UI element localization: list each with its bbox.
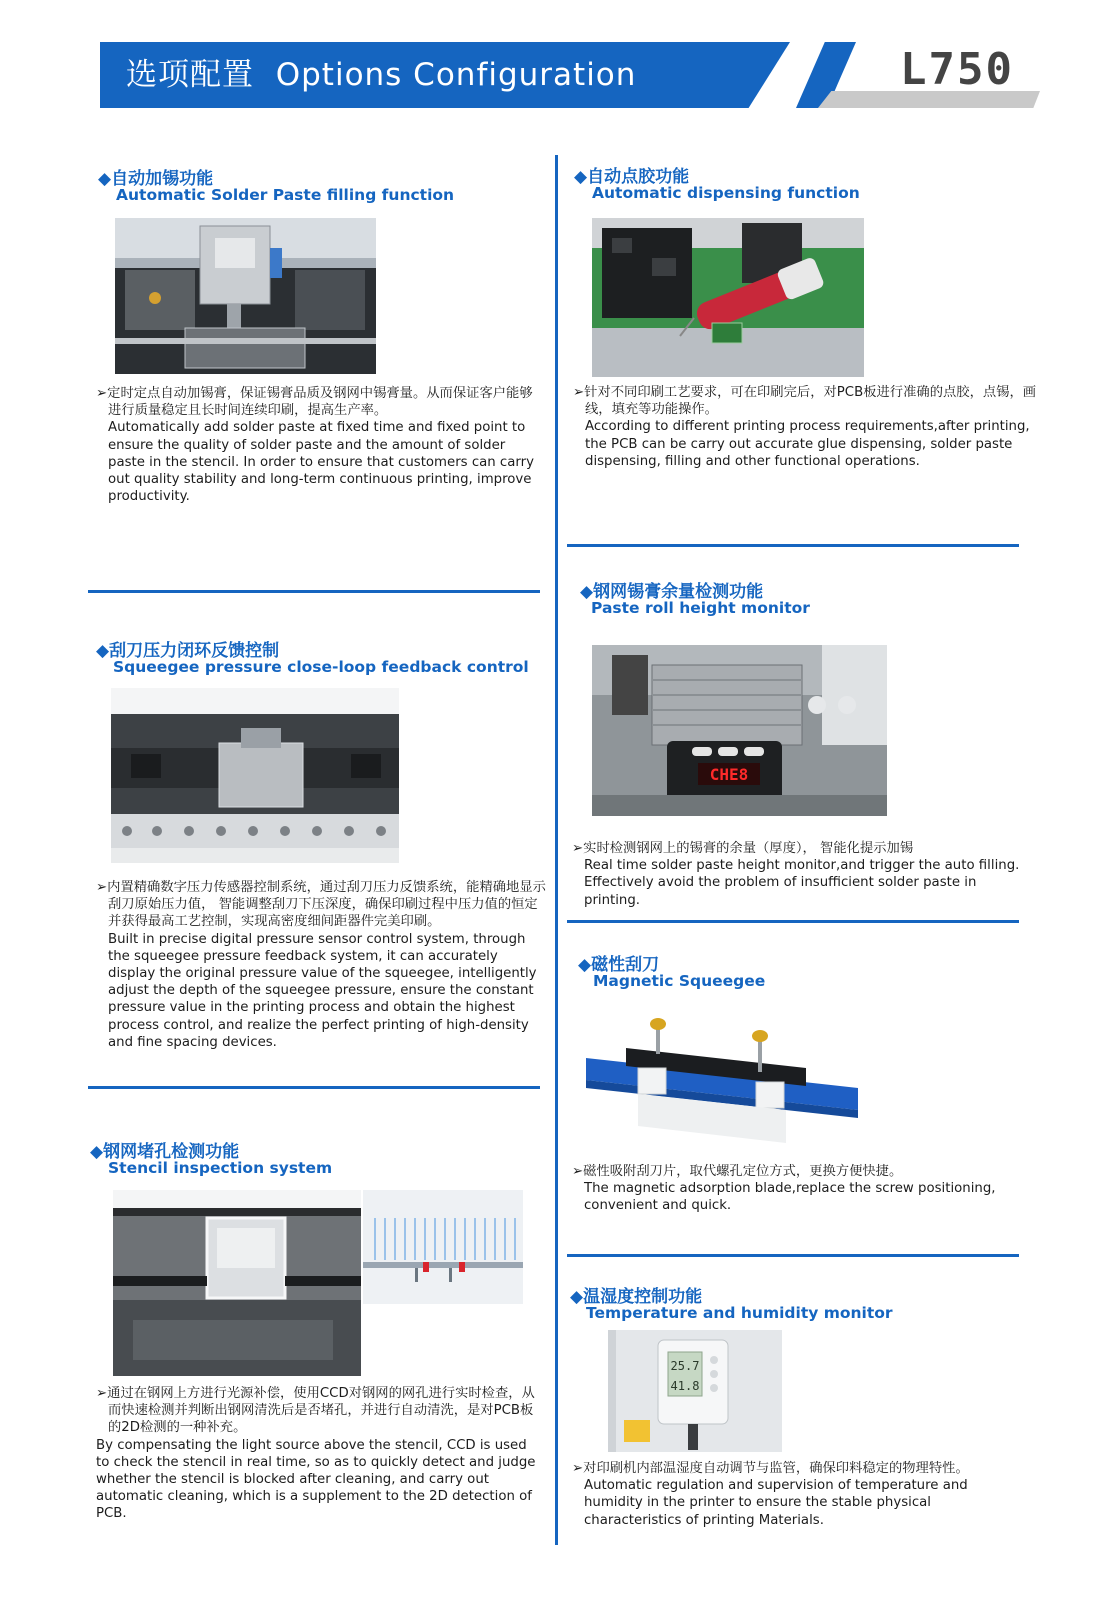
paste-roll-desc-en: Real time solder paste height monitor,and trigger the auto filling. Effectively avoid the problem of insufficient solder paste in printing.	[584, 858, 1020, 908]
hygrometer-temp-readout: 25.7	[670, 1359, 700, 1373]
dispensing-title-en: Automatic dispensing function	[592, 184, 860, 202]
dispensing-desc-zh: ➢针对不同印刷工艺要求，可在印刷完后，对PCB板进行准确的点胶，点锡，画线，填充等功能操作。	[573, 385, 1037, 418]
page-title	[126, 52, 636, 98]
squeegee-pressure-description	[96, 879, 548, 1051]
stencil-desc-en: By compensating the light source above the stencil, CCD is used to check the stencil in real time, so as to quickly detect and judge whether the stencil is blocked after cleaning, and carry out automatic cleaning, which is a supplement to the 2D detection of PCB.	[96, 1437, 536, 1522]
solder-fill-photo	[115, 218, 376, 374]
squeegee-pressure-desc-en: Built in precise digital pressure sensor control system, through the squeegee pressure feedback system, it can accurately display the original pressure value of the squeegee, intelligently adjust the depth of the squeegee pressure, ensure the constant pressure value in the printing process and obtain the highest process control, and realize the perfect printing of high-density and fine spacing devices.	[108, 931, 537, 1050]
squeegee-pressure-photo	[111, 688, 399, 863]
magnetic-desc-zh: ➢磁性吸附刮刀片，取代螺孔定位方式，更换方便快捷。	[572, 1164, 903, 1179]
paste-roll-display-readout: CHE8	[709, 765, 749, 784]
temp-humidity-title-zh: ◆温湿度控制功能	[570, 1287, 703, 1307]
paste-roll-title-en: Paste roll height monitor	[591, 599, 810, 617]
paste-roll-description	[572, 840, 1022, 909]
section-divider-left-1	[88, 590, 540, 593]
temp-humidity-desc-en: Automatic regulation and supervision of temperature and humidity in the printer to ensure the stable physical characteristics of printing Materials.	[584, 1478, 968, 1528]
solder-fill-desc-zh: ➢定时定点自动加锡膏，保证锡膏品质及钢网中锡膏量。从而保证客户能够进行质量稳定且长时间连续印刷，提高生产率。	[96, 386, 533, 419]
stencil-description	[96, 1385, 536, 1523]
squeegee-pressure-desc-zh: ➢内置精确数字压力传感器控制系统，通过刮刀压力反馈系统，能精确地显示刮刀原始压力值， 智能调整刮刀下压深度，确保印刷过程中压力值的恒定并获得最高工艺控制，实现高密度细间距器件完美印刷。	[96, 880, 546, 930]
dispensing-photo	[592, 218, 864, 377]
stencil-machine-photo	[113, 1190, 361, 1376]
solder-fill-desc-en: Automatically add solder paste at fixed time and fixed point to ensure the quality of solder paste and the amount of solder paste in the stencil. In order to ensure that customers can carry out quality stability and long-term continuous printing, improve productivity.	[108, 420, 534, 505]
magnetic-desc-en: The magnetic adsorption blade,replace the screw positioning, convenient and quick.	[584, 1181, 996, 1214]
paste-roll-desc-zh: ➢实时检测钢网上的锡膏的余量（厚度）， 智能化提示加锡	[572, 841, 914, 856]
stencil-diagram-image	[363, 1190, 523, 1304]
section-divider-right-2	[567, 920, 1019, 923]
temp-humidity-description	[572, 1460, 1022, 1529]
temp-humidity-desc-zh: ➢对印刷机内部温湿度自动调节与监管，确保印料稳定的物理特性。	[572, 1461, 969, 1476]
temp-humidity-title-en: Temperature and humidity monitor	[586, 1304, 893, 1322]
magnetic-title-en: Magnetic Squeegee	[593, 972, 766, 990]
magnetic-squeegee-photo	[586, 1018, 858, 1148]
hygrometer-humidity-readout: 41.8	[670, 1379, 700, 1393]
section-divider-left-2	[88, 1086, 540, 1089]
magnetic-title-zh: ◆磁性刮刀	[578, 955, 660, 975]
paste-roll-photo	[592, 645, 887, 816]
squeegee-pressure-title-en: Squeegee pressure close-loop feedback control	[113, 658, 529, 676]
dispensing-title-zh: ◆自动点胶功能	[574, 167, 690, 187]
section-divider-right-1	[567, 544, 1019, 547]
dispensing-description	[573, 384, 1043, 470]
section-divider-right-3	[567, 1254, 1019, 1257]
stencil-title-zh: ◆钢网堵孔检测功能	[90, 1142, 240, 1162]
page-title-zh: 选项配置	[126, 57, 254, 93]
squeegee-pressure-title-zh: ◆刮刀压力闭环反馈控制	[96, 641, 280, 661]
magnetic-description	[572, 1163, 1022, 1215]
solder-fill-title-en: Automatic Solder Paste filling function	[116, 186, 455, 204]
solder-fill-title-zh: ◆自动加锡功能	[98, 169, 214, 189]
stencil-title-en: Stencil inspection system	[108, 1159, 333, 1177]
dispensing-desc-en: According to different printing process requirements,after printing, the PCB can be carry out accurate glue dispensing, solder paste dispensing, filling and other functional operations.	[585, 419, 1030, 469]
model-number: L750	[900, 44, 1014, 95]
page-title-en: Options Configuration	[275, 57, 637, 93]
paste-roll-title-zh: ◆钢网锡膏余量检测功能	[580, 582, 764, 602]
hygrometer-photo	[608, 1330, 782, 1452]
column-divider	[555, 155, 558, 1545]
stencil-desc-zh: ➢通过在钢网上方进行光源补偿，使用CCD对钢网的网孔进行实时检查，从而快速检测并判断出钢网清洗后是否堵孔，并进行自动清洗，是对PCB板的2D检测的一种补充。	[96, 1386, 535, 1436]
solder-fill-description	[96, 385, 536, 505]
